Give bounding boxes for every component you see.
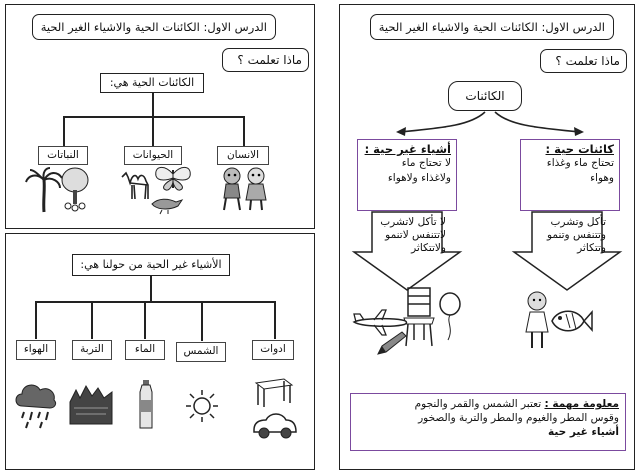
nonliving-text-line: لا تحتاج ماء	[401, 157, 451, 169]
tree-line	[91, 301, 93, 339]
center-label-box: الكائنات	[448, 81, 522, 111]
living-item-animals: الحيوانات	[124, 146, 182, 165]
info-text-3: أشياء غير حية	[547, 426, 619, 438]
tree-line	[150, 276, 152, 302]
pencil-icon	[374, 330, 408, 358]
important-info-box	[350, 393, 626, 451]
bird-icon	[150, 194, 184, 214]
sun-icon	[184, 388, 220, 424]
water-bottle-icon	[137, 380, 155, 430]
living-item-plants: النباتات	[38, 146, 88, 165]
car-icon	[252, 410, 298, 442]
right-question-box: ماذا تعلمت ؟	[540, 49, 627, 73]
branch-arrows	[390, 108, 590, 142]
info-line-1	[357, 397, 619, 411]
table-icon	[254, 375, 294, 407]
balloon-icon	[438, 292, 462, 342]
nonliving-item-water: الماء	[125, 340, 165, 360]
nonliving-text-line: ولاغذاء ولاهواء	[387, 172, 451, 184]
info-label: معلومة مهمة :	[544, 398, 619, 410]
living-arrow-text	[530, 216, 606, 255]
nonliving-item-tools: ادوات	[252, 340, 294, 360]
living-arrow-line: وتتكاثر	[577, 242, 606, 254]
nonliving-arrow-text	[370, 216, 446, 255]
tree-line	[152, 116, 154, 146]
right-lesson-title: الدرس الاول: الكائنات الحية والاشياء الغير الحية	[370, 14, 614, 40]
info-text-2: وقوس المطر والغيوم والمطر والتربة والصخور	[418, 412, 619, 424]
palm-tree-icon	[24, 166, 64, 214]
tree-line	[63, 116, 65, 146]
tree-line	[201, 301, 203, 341]
living-text-line: وهواء	[590, 172, 614, 184]
living-arrow-line: تأكل وتشرب	[550, 216, 606, 228]
nonliving-item-soil: التربة	[72, 340, 112, 360]
tree-line	[243, 116, 245, 146]
living-title: كائنات حية :	[545, 142, 614, 156]
nonliving-definition-box	[357, 139, 457, 211]
living-text-line: تحتاج ماء وغذاء	[546, 157, 614, 169]
nonliving-arrow-line: لاتتنفس لاتنمو	[385, 229, 446, 241]
nonliving-item-sun: الشمس	[176, 342, 226, 362]
tree-line	[274, 301, 276, 339]
fish-icon	[548, 304, 594, 338]
living-heading: الكائنات الحية هي:	[100, 73, 204, 93]
camel-icon	[118, 165, 154, 201]
nonliving-heading: الأشياء غير الحية من حولنا هي:	[72, 254, 230, 276]
living-item-human: الانسان	[217, 146, 269, 165]
nonliving-item-air: الهواء	[16, 340, 56, 360]
left-question-box: ماذا تعلمت ؟	[222, 48, 309, 72]
living-arrow-line: وتتنفس وتنمو	[546, 229, 606, 241]
butterfly-icon	[152, 164, 194, 192]
info-text-1: تعتبر الشمس والقمر والنجوم	[414, 398, 542, 410]
nonliving-arrow-line: ولاتتكاثر	[411, 242, 446, 254]
nonliving-arrow-line: لا تأكل لاتشرب	[380, 216, 446, 228]
nonliving-title: أشياء غير حية :	[364, 142, 451, 156]
tree-line	[152, 93, 154, 117]
rain-cloud-icon	[14, 380, 58, 432]
soil-icon	[68, 382, 114, 426]
tree-line	[63, 116, 244, 118]
tree-line	[35, 301, 275, 303]
tree-line	[144, 301, 146, 339]
tree-line	[35, 301, 37, 339]
left-lesson-title: الدرس الاول: الكائنات الحية والاشياء الغير الحية	[32, 14, 276, 40]
tree-icon	[60, 166, 90, 212]
living-definition-box	[520, 139, 620, 211]
children-icon	[218, 164, 270, 212]
